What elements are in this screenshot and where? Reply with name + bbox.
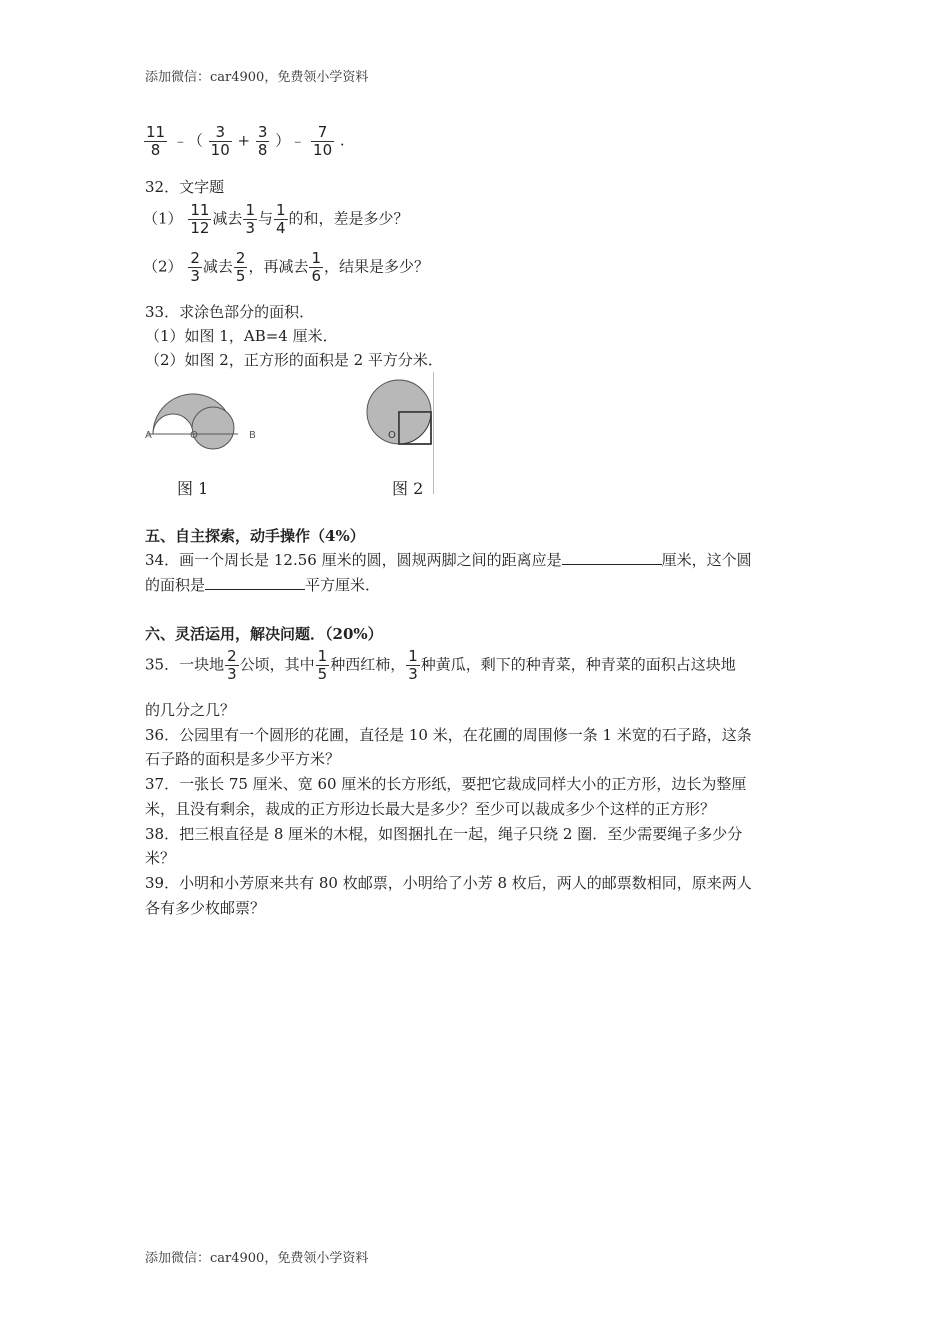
text: 厘米，这个圆 [661, 551, 752, 569]
q33-title: 33．求涂色部分的面积． [145, 303, 315, 321]
label-a: A [145, 430, 152, 441]
denominator: 8 [257, 141, 268, 159]
fraction [188, 202, 211, 237]
numerator: 2 [227, 647, 237, 665]
footer-watermark: 添加微信：car4900，免费领小学资料 [145, 1251, 369, 1266]
denominator: 5 [235, 267, 246, 285]
text: 减去 [202, 257, 233, 276]
fraction [406, 648, 420, 683]
q39-line1: 39．小明和小芳原来共有 80 枚邮票，小明给了小芳 8 枚后，两人的邮票数相同，原来两人 [145, 874, 752, 892]
q33-part2: （2）如图 2，正方形的面积是 2 平方分米． [145, 351, 443, 369]
text: 种西红柿， [330, 655, 406, 674]
denominator: 8 [150, 141, 161, 159]
text: ，结果是多少？ [324, 257, 430, 276]
header-watermark: 添加微信：car4900，免费领小学资料 [145, 70, 369, 85]
text: 公顷，其中 [239, 655, 315, 674]
q35-line2: 的几分之几？ [145, 701, 236, 719]
fraction [274, 202, 288, 237]
text: ，再减去 [248, 257, 309, 276]
figure-2-caption: 图 2 [392, 479, 424, 498]
label-b: B [249, 430, 256, 441]
numerator: 1 [317, 647, 328, 665]
fraction [309, 250, 323, 285]
fraction [234, 250, 248, 285]
denominator: 10 [313, 141, 333, 159]
numerator: 3 [209, 124, 232, 142]
operator: ﹣（ [172, 131, 203, 150]
q39-line2: 各有多少枚邮票？ [145, 899, 266, 917]
text: 35．一块地 [145, 655, 225, 674]
figure-1-diagram [140, 380, 280, 450]
period: . [339, 131, 345, 150]
operator: ）﹣ [275, 131, 306, 150]
denominator: 3 [190, 267, 200, 285]
fraction [256, 124, 270, 159]
q38-line1: 38．把三根直径是 8 厘米的木棍，如图捆扎在一起，绳子只绕 2 圈．至少需要绳子多少分 [145, 825, 743, 843]
fraction [316, 648, 330, 683]
section-6-title: 六、灵活运用，解决问题．（20%） [145, 625, 383, 643]
answer-blank[interactable] [562, 548, 662, 565]
q35-line1 [145, 648, 736, 683]
numerator: 1 [408, 647, 418, 665]
label-o: O [190, 430, 198, 441]
denominator: 4 [276, 219, 286, 237]
label-o: O [388, 430, 396, 441]
denominator: 3 [227, 665, 237, 683]
q36-line2: 石子路的面积是多少平方米？ [145, 750, 341, 768]
denominator: 6 [311, 267, 321, 285]
numerator: 1 [276, 201, 286, 219]
q32-part2 [143, 250, 429, 285]
denominator: 3 [408, 665, 418, 683]
numerator: 11 [190, 201, 210, 219]
text: 减去 [212, 209, 243, 228]
q34-line2 [145, 573, 380, 597]
fraction [144, 124, 167, 159]
q34-line1 [145, 548, 752, 572]
fraction [243, 202, 257, 237]
text: 的面积是 [145, 576, 206, 594]
text: 的和，差是多少？ [288, 209, 409, 228]
numerator: 2 [190, 249, 200, 267]
denominator: 5 [317, 665, 328, 683]
q36-line1: 36．公园里有一个圆形的花圃，直径是 10 米，在花圃的周围修一条 1 米宽的石子路，这条 [145, 726, 752, 744]
divider [433, 372, 434, 494]
part-label: （2） [143, 257, 183, 276]
text: 34．画一个周长是 12.56 厘米的圆，圆规两脚之间的距离应是 [145, 551, 562, 569]
text: 平方厘米． [305, 576, 381, 594]
fraction [311, 124, 334, 159]
numerator: 11 [146, 123, 166, 141]
numerator: 2 [235, 249, 246, 267]
q32-part1 [143, 202, 409, 237]
numerator: 1 [245, 201, 255, 219]
denominator: 12 [190, 219, 210, 237]
figure-1-caption: 图 1 [177, 479, 209, 498]
q33-part1: （1）如图 1，AB=4 厘米． [145, 327, 338, 345]
numerator: 1 [311, 249, 321, 267]
expression-line [143, 124, 345, 159]
section-5-title: 五、自主探索，动手操作（4%） [145, 527, 365, 545]
denominator: 3 [245, 219, 255, 237]
q32-title: 32．文字题 [145, 178, 225, 196]
denominator: 10 [210, 141, 230, 159]
numerator: 7 [311, 124, 334, 142]
q38-line2: 米？ [145, 849, 176, 867]
text: 与 [257, 209, 273, 228]
fraction [225, 648, 239, 683]
answer-blank[interactable] [205, 573, 305, 590]
text: 种黄瓜，剩下的种青菜，种青菜的面积占这块地 [420, 655, 736, 674]
fraction [188, 250, 202, 285]
fraction [209, 124, 232, 159]
q37-line2: 米，且没有剩余，裁成的正方形边长最大是多少？至少可以裁成多少个这样的正方形？ [145, 800, 716, 818]
figure-2-diagram [360, 370, 440, 455]
numerator: 3 [257, 123, 268, 141]
operator: + [237, 131, 251, 150]
part-label: （1） [143, 209, 183, 228]
q37-line1: 37．一张长 75 厘米、宽 60 厘米的长方形纸，要把它裁成同样大小的正方形，边长为整厘 [145, 775, 747, 793]
